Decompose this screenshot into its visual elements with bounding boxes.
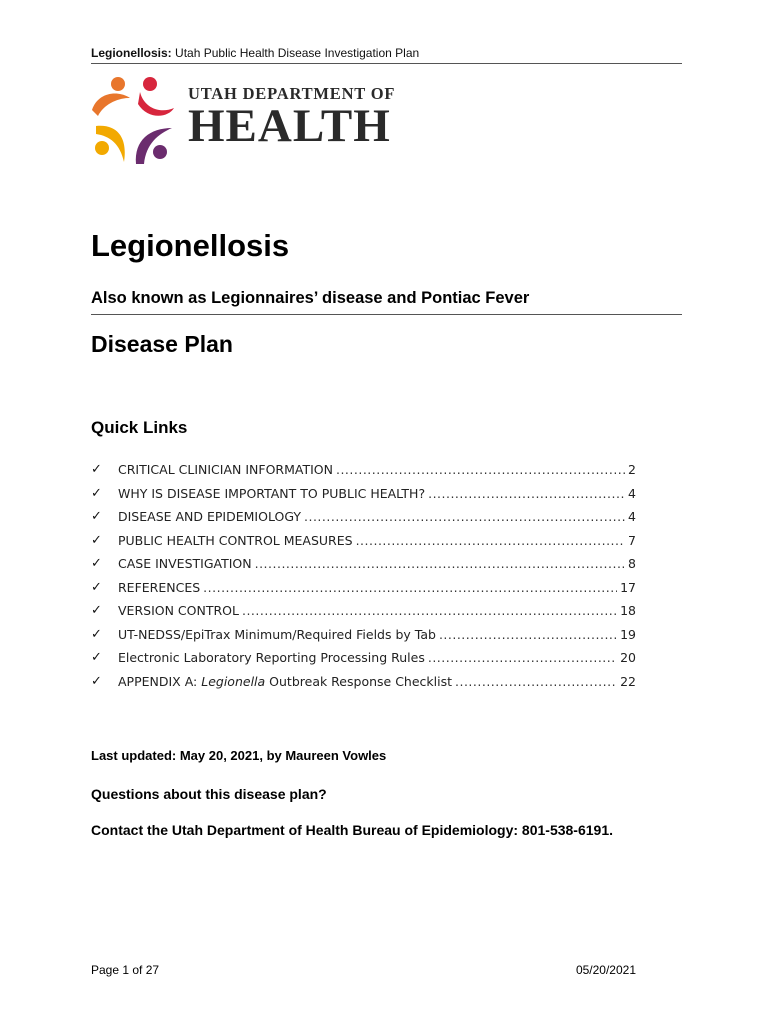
checkmark-icon: ✓ [91, 579, 102, 595]
checkmark-icon: ✓ [91, 650, 102, 666]
header-plan-name: Utah Public Health Disease Investigation Plan [175, 46, 420, 60]
checkmark-icon: ✓ [91, 556, 102, 572]
document-title: Legionellosis [91, 228, 290, 263]
page-number: Page 1 of 27 [91, 963, 160, 977]
checkmark-icon: ✓ [91, 626, 102, 642]
quick-link-elr-rules[interactable] [91, 646, 636, 670]
checkmark-icon: ✓ [91, 485, 102, 501]
quick-link-page: 2 [628, 462, 636, 478]
quick-link-page: 20 [620, 650, 636, 666]
checkmark-icon: ✓ [91, 532, 102, 548]
quick-link-page: 4 [628, 509, 636, 525]
quick-link-label: Electronic Laboratory Reporting Processing Rules [118, 650, 425, 666]
quick-link-label: UT-NEDSS/EpiTrax Minimum/Required Fields by Tab [118, 626, 436, 642]
logo-line-utah-department: UTAH DEPARTMENT OF [188, 84, 396, 103]
quick-link-page: 4 [628, 485, 636, 501]
disease-plan-heading: Disease Plan [91, 331, 233, 357]
quick-link-disease-epidemiology[interactable] [91, 505, 636, 529]
running-header [91, 46, 419, 60]
contact-text: Contact the Utah Department of Health Bureau of Epidemiology: 801-538-6191. [91, 822, 613, 838]
utah-department-of-health-logo [88, 74, 396, 169]
quick-link-label: APPENDIX A: Legionella Outbreak Response Checklist [118, 673, 453, 689]
document-subtitle: Also known as Legionnaires’ disease and Pontiac Fever [91, 289, 530, 307]
quick-link-page: 17 [620, 579, 636, 595]
last-updated-text: Last updated: May 20, 2021, by Maureen Vowles [91, 748, 387, 763]
header-rule [91, 63, 682, 64]
quick-link-label: CASE INVESTIGATION [118, 556, 252, 572]
checkmark-icon: ✓ [91, 673, 102, 689]
quick-link-label: VERSION CONTROL [118, 603, 239, 619]
header-disease-name: Legionellosis: [91, 46, 172, 60]
quick-link-page: 18 [620, 603, 636, 619]
questions-text: Questions about this disease plan? [91, 786, 327, 802]
quick-link-critical-clinician-info[interactable] [91, 458, 636, 482]
quick-link-label: WHY IS DISEASE IMPORTANT TO PUBLIC HEALTH? [118, 485, 426, 501]
quick-link-label: PUBLIC HEALTH CONTROL MEASURES [118, 532, 353, 548]
quick-link-page: 8 [628, 556, 636, 572]
logo-figures-icon [88, 74, 178, 169]
quick-link-version-control[interactable] [91, 599, 636, 623]
footer-date: 05/20/2021 [575, 963, 636, 977]
quick-link-page: 19 [620, 626, 636, 642]
quick-link-label: DISEASE AND EPIDEMIOLOGY [118, 509, 302, 525]
quick-link-epitrax-fields[interactable] [91, 623, 636, 647]
quick-link-appendix-a[interactable] [91, 670, 636, 694]
checkmark-icon: ✓ [91, 462, 102, 478]
checkmark-icon: ✓ [91, 603, 102, 619]
quick-link-page: 7 [628, 532, 636, 548]
quick-link-case-investigation[interactable] [91, 552, 636, 576]
quick-link-why-important[interactable] [91, 482, 636, 506]
quick-links-list [91, 458, 636, 693]
quick-links-heading: Quick Links [91, 418, 188, 437]
quick-link-page: 22 [620, 673, 636, 689]
quick-link-label: REFERENCES [118, 579, 201, 595]
subtitle-rule [91, 314, 682, 315]
quick-link-control-measures[interactable] [91, 529, 636, 553]
checkmark-icon: ✓ [91, 509, 102, 525]
logo-wordmark [188, 84, 396, 152]
logo-line-health: HEALTH [188, 100, 391, 152]
quick-link-references[interactable] [91, 576, 636, 600]
quick-link-label: CRITICAL CLINICIAN INFORMATION [118, 462, 333, 478]
